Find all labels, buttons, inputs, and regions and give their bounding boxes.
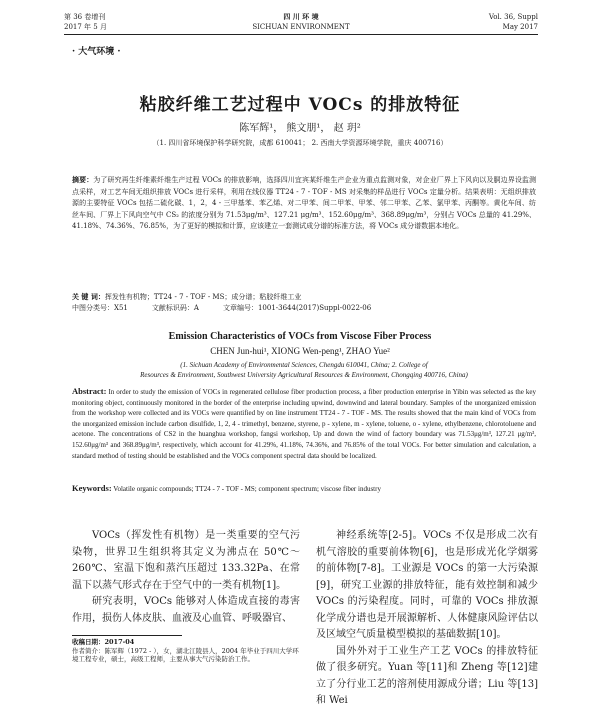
header-journal-cn: 四 川 环 境 — [283, 12, 319, 21]
body-column-right — [316, 528, 538, 710]
body-paragraph: VOCs（挥发性有机物）是一类重要的空气污染物，世界卫生组织将其定义为沸点在 50℃～260℃、室温下饱和蒸汽压超过 133.32Pa、在常温下以蒸气形式存在于空气中的一类有机物[1]。 — [72, 530, 300, 591]
body-column-left — [72, 528, 300, 627]
abstract-cn-text: 为了研究再生纤维素纤维生产过程 VOCs 的排放影响，选择四川宜宾某纤维生产企业为重点监测对象，对企业厂界上下风向以及胴边界设监测点采样，对工艺车间无组织排放 VOCs 进行采样，利用在线仪器 TT24 - 7 - TOF - MS 对采集的样品进行 VOCs 定量分析。结果表明：无组织排放源的主要特征 VOCs 包括二硫化碳、1，2，4 - 三甲基苯、苯乙烯、对二甲苯、间二甲苯、甲苯、邻二甲苯、乙苯、氯甲苯、丙酮等。黄化车间、纺丝车间、厂界上下风向空气中 CS₂ 的浓度分别为 71.53μg/m³、127.21 μg/m³、152.60μg/m³、368.89μg/m³，分别占 VOCs 总量的 41.29%、41.18%、74.36%、76.85%，为了更好的模拟和计算，应该建立一套测试成分谱的标准方法，将 VOCs 成分谱数据本地化。 — [72, 176, 537, 231]
article-number: 文章编号：1001-3644(2017)Suppl-0022-06 — [222, 304, 372, 312]
keywords-cn-text: 挥发性有机物；TT24 - 7 - TOF - MS；成分谱；粘胶纤维工业 — [104, 293, 302, 301]
keywords-en-text: Volatile organic compounds; TT24 - 7 - TOF - MS; component spectrum; viscose fiber industry — [113, 485, 381, 493]
paper-title: 粘胶纤维工艺过程中 VOCs 的排放特征 — [139, 95, 461, 115]
header-center — [64, 12, 538, 32]
keywords-cn — [72, 291, 536, 303]
affiliation: （1. 四川省环境保护科学研究院，成都 610041； 2. 西南大学资源环境学院，重庆 400716） — [152, 139, 448, 147]
abstract-en-text: In order to study the emission of VOCs in regenerated cellulose fiber production process, a fiber production enterprise in Yibin was selected as the key monitoring object, continuously monitored in the border of the enterprise including upwind, downwind and lateral boundary. Samples of the unorganized emission from the workshop were collected and its VOCs were quantified by on line instrument TT24 - 7 - TOF - MS. The results showed that the main kind of VOCs from the unorganized emission include carbon disulfide, 1, 2, 4 - trimethyl, benzene, styrene, p - xylene, m - xylene, toluene, o - xylene, ethylbenzene, chlorotoluene and acetone. The concentrations of CS2 in the huanghua workshop, fangsi workshop, Up and down the wind of factory boundary was 71.53μg/m³, 127.21 μg/m³, 152.60μg/m³ and 368.89μg/m³, respectively, which account for 41.29%, 41.18%, 74.36%, and 76.85% of the total VOCs. For better simulation and calculation, a standard method of testing should be established and the VOCs component spectral data should be localized. — [72, 388, 536, 460]
body-paragraph: 研究表明，VOCs 能够对人体造成直接的毒害作用，损伤人体皮肤、血液及心血管、呼吸器官、 — [72, 596, 300, 624]
abstract-cn-label: 摘要： — [72, 175, 94, 184]
english-affil-line2: Resources & Environment, Southwest University Agricultural Resources & Environment, Chongqing 400716, China) — [140, 371, 468, 379]
clc-number: 中图分类号：X51 — [72, 304, 128, 312]
meta-cn — [72, 291, 536, 314]
english-authors: CHEN Jun-hui¹, XIONG Wen-peng¹, ZHAO Yue² — [210, 346, 390, 356]
abstract-en-label: Abstract: — [72, 386, 107, 396]
header-right — [489, 12, 538, 32]
footnote-rule — [72, 635, 182, 636]
header-volume: 第 36 卷增刊 — [64, 13, 106, 21]
keywords-en — [72, 483, 536, 493]
english-title: Emission Characteristics of VOCs from Viscose Fiber Process — [168, 331, 432, 342]
header-date-cn: 2017 年 5 月 — [64, 23, 107, 31]
english-affil-line1: (1. Sichuan Academy of Environmental Sciences, Chengdu 610041, China; 2. College of — [180, 361, 428, 369]
header-date-en: May 2017 — [502, 23, 538, 31]
classification-row — [72, 303, 536, 314]
author-list: 陈军辉¹， 熊文朋¹， 赵 玥² — [239, 123, 361, 134]
footnote-bio: 作者简介：陈军辉（1972 - ），女，湖北江陵县人，2004 年毕业于四川大学环境工程专业，硕士，高级工程师，主要从事大气污染防治工作。 — [72, 646, 299, 663]
header-rule — [64, 34, 538, 35]
doc-code: 文献标识码：A — [151, 304, 199, 312]
footnote-received: 收稿日期：2017-04 — [72, 638, 135, 646]
abstract-en — [72, 386, 536, 461]
running-header — [64, 12, 538, 36]
section-label: · 大气环境 · — [72, 47, 121, 57]
footnote — [72, 635, 300, 664]
body-paragraph: 国外外对于工业生产工艺 VOCs 的排放特征做了很多研究。Yuan 等[11]和 Zheng 等[12]建立了分行业工艺的溶剂使用源成分谱；Liu 等[13]和 Wei — [316, 645, 538, 706]
abstract-cn — [72, 174, 536, 233]
body-paragraph: 神经系统等[2-5]。VOCs 不仅是形成二次有机气溶胶的重要前体物[6]，也是形成光化学烟雾的前体物[7-8]。工业源是 VOCs 的第一大污染源[9]，研究工业源的排放特征，能有效控制和减少 VOCs 的污染程度。同时，可靠的 VOCs 排放源化学成分谱也是开展源解析、人体健康风险评估以及区域空气质量模型模拟的基础数据[10]。 — [316, 530, 538, 640]
english-affiliation — [72, 360, 536, 380]
keywords-cn-label: 关 键 词： — [72, 292, 105, 301]
keywords-en-label: Keywords: — [72, 483, 112, 493]
header-volume-en: Vol. 36, Suppl — [488, 13, 538, 21]
header-journal-en: SICHUAN ENVIRONMENT — [252, 23, 350, 31]
